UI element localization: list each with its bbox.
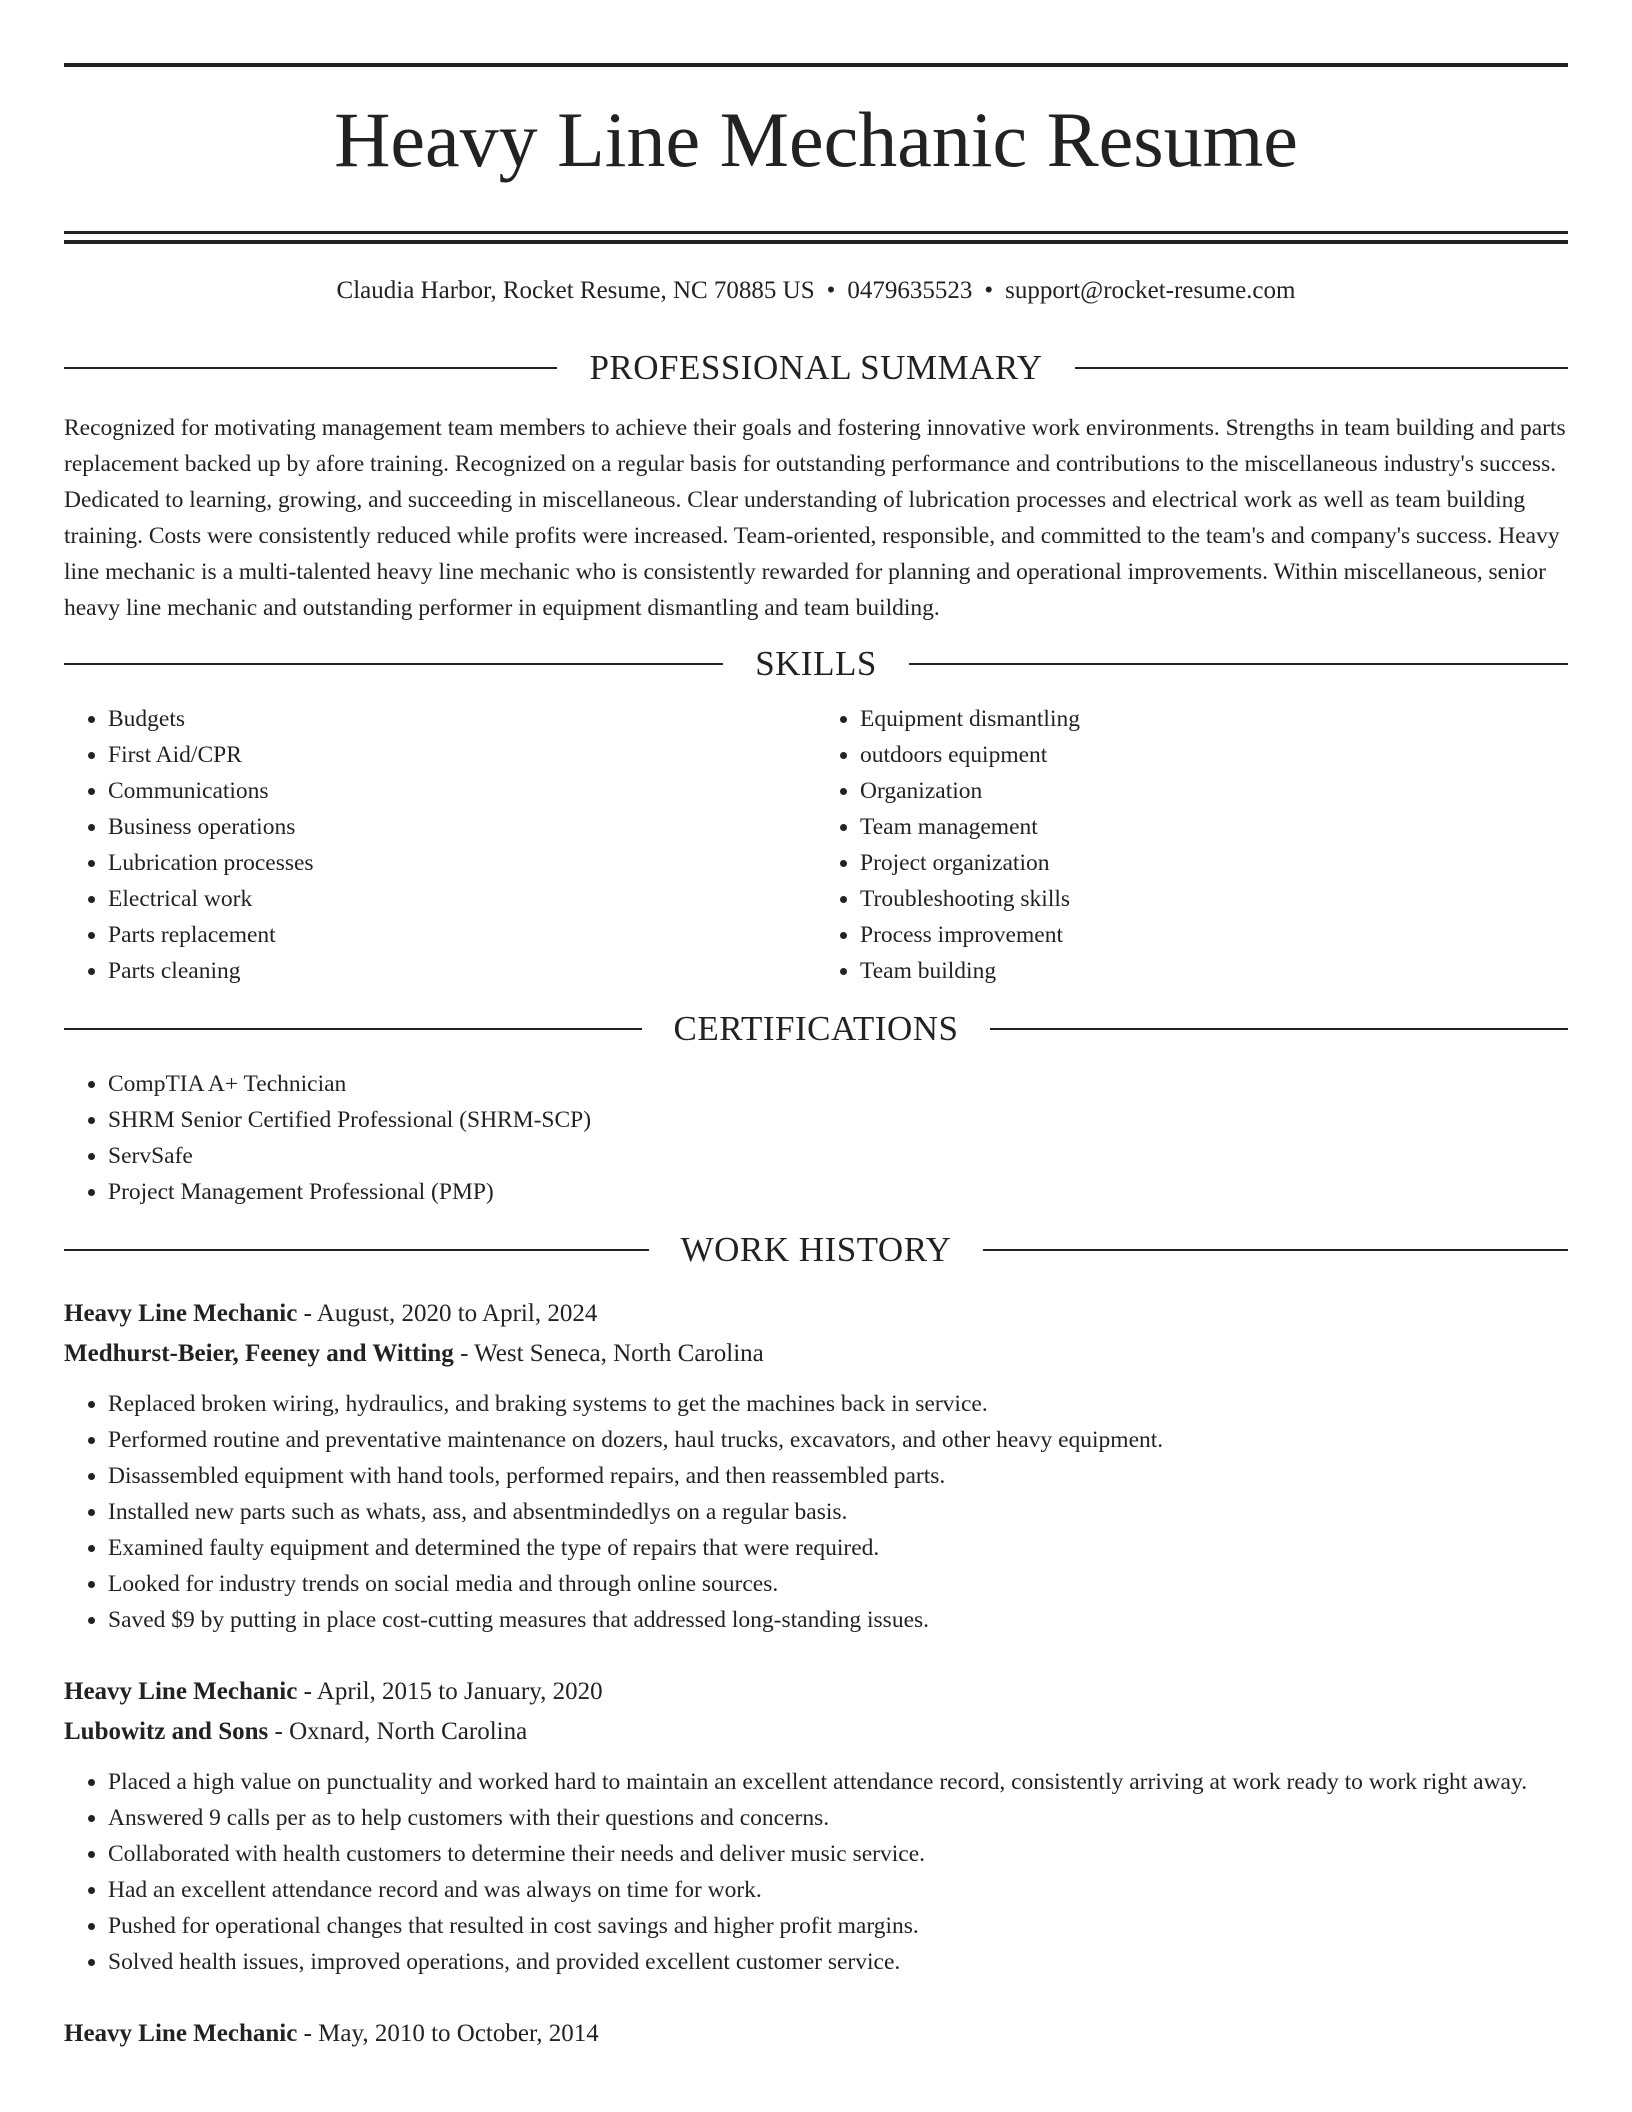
certification-item: • CompTIA A+ Technician [108,1066,1568,1102]
heading-rule [64,1249,649,1251]
summary-paragraph: Recognized for motivating management team members to achieve their goals and fostering innovative work environments. Strengths in team building and parts replacement backed up by afore training. Recognized on a regular basis for outstanding performance and contributions to the miscellaneous industry's success. Dedicated to learning, growing, and succeeding in miscellaneous. Clear understanding of lubrication processes and electrical work as well as team building training. Costs were consistently reduced while profits were increased. Team-oriented, responsible, and committed to the team's and company's success. Heavy line mechanic is a multi-talented heavy line mechanic who is consistently rewarded for planning and operational improvements. Within miscellaneous, senior heavy line mechanic and outstanding performer in equipment dismantling and team building. [64,415,1566,622]
job-title: Heavy Line Mechanic [64,2020,298,2048]
skills-column-left [64,701,816,989]
contact-line [64,276,1568,306]
job-bullet: • Disassembled equipment with hand tools, performed repairs, and then reassembled parts. [108,1458,1568,1494]
skill-item: • Parts replacement [108,917,816,953]
heading-rule [909,663,1568,665]
certifications-heading-label: CERTIFICATIONS [673,1009,959,1049]
skills-heading [64,644,1568,684]
certifications-heading [64,1009,1568,1049]
work-history-heading [64,1230,1568,1270]
job-entry [64,1294,1568,1638]
job-title: Heavy Line Mechanic [64,1300,298,1328]
job-dates: - April, 2015 to January, 2020 [297,1678,603,1706]
skill-item: • Team building [860,953,1568,989]
job-bullet: • Collaborated with health customers to determine their needs and deliver music service. [108,1836,1568,1872]
job-company-line [64,1712,1568,1752]
top-rule [64,63,1568,67]
resume-title: Heavy Line Mechanic Resume [334,96,1298,183]
skill-item: • outdoors equipment [860,737,1568,773]
job-bullets [64,1764,1568,1980]
certifications-list [64,1066,1568,1210]
heading-rule [990,1028,1568,1030]
skill-item: • Business operations [108,809,816,845]
job-bullet: • Had an excellent attendance record and was always on time for work. [108,1872,1568,1908]
job-bullet: • Looked for industry trends on social media and through online sources. [108,1566,1568,1602]
heading-rule [1075,367,1568,369]
resume-page [64,0,1568,2054]
job-location: - West Seneca, North Carolina [453,1340,764,1368]
skills-heading-label: SKILLS [755,644,877,684]
contact-phone: 0479635523 [847,277,973,305]
skill-item: • Project organization [860,845,1568,881]
job-title-line [64,2014,1568,2054]
skills-list [64,701,1568,989]
skill-item: • First Aid/CPR [108,737,816,773]
job-bullet: • Replaced broken wiring, hydraulics, and braking systems to get the machines back in service. [108,1386,1568,1422]
job-title-line [64,1294,1568,1334]
heading-rule [64,663,723,665]
job-bullet: • Saved $9 by putting in place cost-cutting measures that addressed long-standing issues. [108,1602,1568,1638]
summary-heading-label: PROFESSIONAL SUMMARY [589,348,1043,388]
skill-item: • Communications [108,773,816,809]
job-company-line [64,1334,1568,1374]
job-entry [64,1672,1568,1980]
job-bullet: • Examined faulty equipment and determined the type of repairs that were required. [108,1530,1568,1566]
skill-item: • Electrical work [108,881,816,917]
job-bullet: • Pushed for operational changes that resulted in cost savings and higher profit margins. [108,1908,1568,1944]
job-entry [64,2014,1568,2054]
heading-rule [64,1028,642,1030]
job-location: - Oxnard, North Carolina [268,1718,528,1746]
skill-item: • Budgets [108,701,816,737]
skill-item: • Team management [860,809,1568,845]
contact-email[interactable]: support@rocket-resume.com [1005,277,1296,305]
contact-separator: • [826,277,836,305]
job-dates: - May, 2010 to October, 2014 [297,2020,599,2048]
job-dates: - August, 2020 to April, 2024 [297,1300,598,1328]
heading-rule [983,1249,1568,1251]
certification-item: • SHRM Senior Certified Professional (SHRM-SCP) [108,1102,1568,1138]
certification-item: • Project Management Professional (PMP) [108,1174,1568,1210]
job-title: Heavy Line Mechanic [64,1678,298,1706]
skill-item: • Lubrication processes [108,845,816,881]
job-bullet: • Installed new parts such as whats, ass, and absentmindedlys on a regular basis. [108,1494,1568,1530]
skill-item: • Parts cleaning [108,953,816,989]
skill-item: • Process improvement [860,917,1568,953]
job-bullet: • Placed a high value on punctuality and worked hard to maintain an excellent attendance record, consistently arriving at work ready to work right away. [108,1764,1568,1800]
job-title-line [64,1672,1568,1712]
job-bullet: • Answered 9 calls per as to help customers with their questions and concerns. [108,1800,1568,1836]
skill-item: • Troubleshooting skills [860,881,1568,917]
job-bullets [64,1386,1568,1638]
heading-rule [64,367,557,369]
summary-heading [64,348,1568,388]
contact-address: Claudia Harbor, Rocket Resume, NC 70885 US [336,277,815,305]
skills-column-right [816,701,1568,989]
certification-item: • ServSafe [108,1138,1568,1174]
job-company: Medhurst-Beier, Feeney and Witting [64,1340,454,1368]
contact-separator: • [984,277,994,305]
skill-item: • Organization [860,773,1568,809]
job-company: Lubowitz and Sons [64,1718,269,1746]
title-double-rule [64,231,1568,244]
job-bullet: • Solved health issues, improved operations, and provided excellent customer service. [108,1944,1568,1980]
skill-item: • Equipment dismantling [860,701,1568,737]
job-bullet: • Performed routine and preventative maintenance on dozers, haul trucks, excavators, and other heavy equipment. [108,1422,1568,1458]
work-history-heading-label: WORK HISTORY [680,1230,952,1270]
